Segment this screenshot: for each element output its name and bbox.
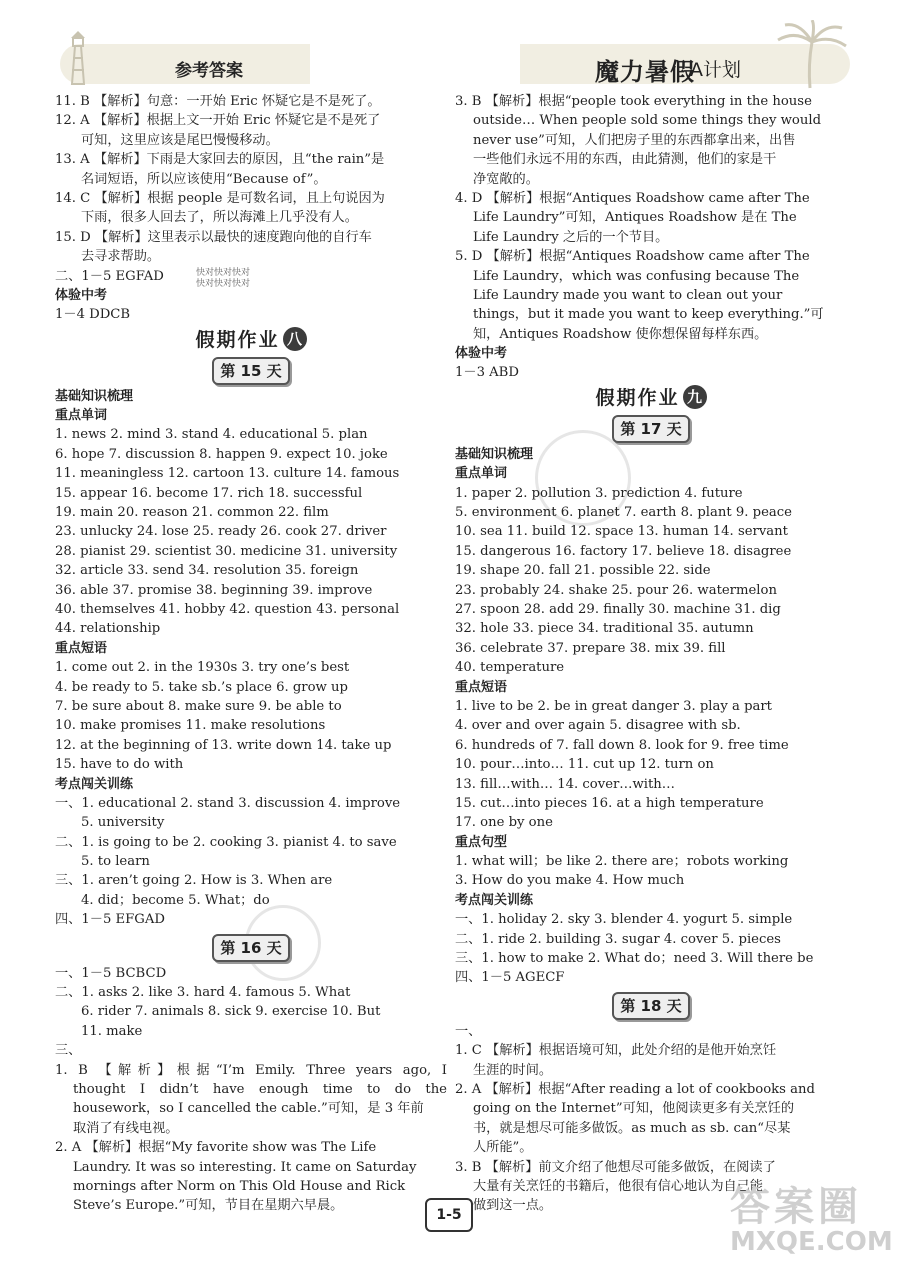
answer-line: 17. one by one: [455, 815, 553, 831]
answer-line: 4. over and over again 5. disagree with sb.: [455, 718, 741, 734]
answer-line: 23. unlucky 24. lose 25. ready 26. cook 27. driver: [55, 524, 387, 540]
answer-line: 三、1. how to make 2. What do；need 3. Will there be: [455, 951, 814, 967]
section-heading: 重点句型: [455, 834, 508, 850]
homework-number-badge: 九: [683, 385, 707, 409]
answer-line: 10. sea 11. build 12. space 13. human 14. servant: [455, 524, 788, 540]
section-heading: 考点闯关训练: [455, 892, 534, 908]
answer-line: 一、: [455, 1023, 482, 1039]
answer-line: 32. article 33. send 34. resolution 35. foreign: [55, 563, 359, 579]
answer-line: 3. How do you make 4. How much: [455, 873, 685, 889]
section-heading: 体验中考: [55, 287, 108, 303]
answer-line: 四、1－5 EFGAD: [55, 912, 165, 928]
answer-line: 15. have to do with: [55, 757, 184, 773]
answer-line: 7. be sure about 8. make sure 9. be able to: [55, 698, 342, 714]
answer-line: 2. A 【解析】根据“After reading a lot of cookbooks and: [455, 1081, 815, 1097]
header-label: 参考答案: [175, 61, 243, 81]
watermark: [730, 1175, 900, 1264]
answer-line: 19. shape 20. fall 21. possible 22. side: [455, 563, 711, 579]
answer-line: 5. university: [81, 815, 165, 831]
answer-line: 10. make promises 11. make resolutions: [55, 718, 326, 734]
day-label: 第 15 天: [212, 357, 290, 385]
answer-line: 1. news 2. mind 3. stand 4. educational 5. plan: [55, 427, 368, 443]
answer-line: 三、1. aren’t going 2. How is 3. When are: [55, 873, 333, 889]
answer-line: 32. hole 33. piece 34. traditional 35. autumn: [455, 621, 754, 637]
answer-line: never use”可知，人们把房子里的东西都拿出来，出售: [473, 132, 796, 148]
answer-line: 14. C 【解析】根据 people 是可数名词，且上句说因为: [55, 190, 385, 206]
answer-line: 大量有关烹饪的书籍后，他很有信心地认为自己能: [473, 1178, 764, 1194]
answer-line: 40. temperature: [455, 660, 565, 676]
answer-line: 1－3 ABD: [455, 365, 519, 381]
section-heading: 考点闯关训练: [55, 776, 134, 792]
watermark-logo: 答案圈: [730, 1184, 862, 1230]
page-header: [0, 0, 900, 92]
answer-line: 3. B 【解析】前文介绍了他想尽可能多做饭，在阅读了: [455, 1159, 776, 1175]
section-heading: 重点短语: [455, 679, 508, 695]
answer-line: 一、1－5 BCBCD: [55, 965, 167, 981]
answer-line: 生涯的时间。: [473, 1062, 553, 1078]
section-heading: 基础知识梳理: [55, 388, 134, 404]
answer-line: 一、1. educational 2. stand 3. discussion 4. improve: [55, 795, 401, 811]
answer-line: 可知，这里应该是尾巴慢慢移动。: [81, 132, 279, 148]
answer-line: 1. what will；be like 2. there are；robots working: [455, 854, 789, 870]
answer-line: 12. at the beginning of 13. write down 14. take up: [55, 737, 392, 753]
answer-line: 做到这一点。: [473, 1198, 553, 1214]
answer-line: things，but it made you want to keep everything.”可: [473, 307, 824, 323]
answer-line: 28. pianist 29. scientist 30. medicine 31. university: [55, 543, 398, 559]
answer-line: 1. B 【解析】根据“I’m Emily. Three years ago, I: [55, 1062, 447, 1078]
answer-line: housework，so I cancelled the cable.”可知，是 3 年前: [73, 1101, 424, 1117]
homework-number-badge: 八: [283, 327, 307, 351]
answer-line: going on the Internet”可知，他阅读更多有关烹饪的: [473, 1101, 795, 1117]
answer-line: 19. main 20. reason 21. common 22. film: [55, 505, 329, 521]
answer-line: Life Laundry made you want to clean out your: [473, 287, 783, 303]
homework-title-text: 假期作业: [595, 387, 680, 410]
answer-line: Life Laundry，which was confusing because The: [473, 268, 800, 284]
answer-line: Life Laundry”可知，Antiques Roadshow 是在 The: [473, 210, 797, 226]
answer-line: Life Laundry 之后的一个节目。: [473, 229, 669, 245]
answer-line: 5. environment 6. planet 7. earth 8. plant 9. peace: [455, 505, 792, 521]
answer-line: 4. did；become 5. What；do: [81, 892, 270, 908]
answer-line: 11. B 【解析】句意：一开始 Eric 怀疑它是不是死了。: [55, 94, 381, 109]
answer-line: Laundry. It was so interesting. It came on Saturday: [73, 1159, 417, 1175]
answer-line: 13. A 【解析】下雨是大家回去的原因，且“the rain”是: [55, 152, 385, 168]
answer-line: mornings after Norm on This Old House and Rick: [73, 1178, 406, 1194]
section-heading: 体验中考: [455, 346, 508, 362]
answer-line: 15. dangerous 16. factory 17. believe 18. disagree: [455, 543, 792, 559]
section-heading: 重点单词: [55, 408, 108, 424]
section-heading: 基础知识梳理: [455, 446, 534, 462]
section-heading: 重点短语: [55, 640, 108, 656]
answer-line: 6. rider 7. animals 8. sick 9. exercise 10. But: [81, 1004, 381, 1020]
answer-line: thought I didn’t have enough time to do the: [73, 1081, 447, 1097]
answer-line: 知，Antiques Roadshow 使你想保留每样东西。: [473, 326, 768, 342]
answer-line: 3. B 【解析】根据“people took everything in the house: [455, 94, 812, 109]
answer-line: 4. be ready to 5. take sb.’s place 6. grow up: [55, 679, 348, 695]
answer-line: 13. fill…with… 14. cover…with…: [455, 776, 675, 792]
answer-line: 12. A 【解析】根据上文一开始 Eric 怀疑它是不是死了: [55, 113, 381, 129]
answer-line: 二、1. asks 2. like 3. hard 4. famous 5. What: [55, 985, 351, 1001]
answer-line: 1－4 DDCB: [55, 307, 131, 323]
answer-line: 4. D 【解析】根据“Antiques Roadshow came after The: [455, 190, 810, 206]
answer-line: 11. meaningless 12. cartoon 13. culture 14. famous: [55, 466, 400, 482]
right-column: [455, 92, 847, 1216]
answer-line: 27. spoon 28. add 29. finally 30. machine 31. dig: [455, 601, 781, 617]
answer-line: 6. hope 7. discussion 8. happen 9. expect 10. joke: [55, 446, 388, 462]
answer-line: 三、: [55, 1043, 82, 1059]
answer-line: 6. hundreds of 7. fall down 8. look for 9. free time: [455, 737, 789, 753]
answer-line: 1. come out 2. in the 1930s 3. try one’s best: [55, 660, 350, 676]
answer-line: 2. A 【解析】根据“My favorite show was The Life: [55, 1140, 377, 1156]
answer-line: 名词短语，所以应该使用“Because of”。: [81, 171, 327, 187]
answer-line: 1. live to be 2. be in great danger 3. play a part: [455, 698, 772, 714]
palm-tree-icon: [770, 20, 850, 90]
answer-line: 书，就是想尽可能多做饭。as much as sb. can“尽某: [473, 1120, 791, 1136]
answer-line: 36. able 37. promise 38. beginning 39. improve: [55, 582, 373, 598]
answer-line: 净宽敞的。: [473, 171, 539, 187]
lighthouse-icon: [58, 28, 98, 88]
answer-line: 15. D 【解析】这里表示以最快的速度跑向他的自行车: [55, 229, 372, 245]
answer-line: 44. relationship: [55, 621, 161, 637]
answer-line: 一些他们永远不用的东西，由此猜测，他们的家是干: [473, 152, 777, 168]
homework-title: [455, 383, 847, 411]
left-column: [55, 92, 447, 1216]
answer-line: 10. pour…into… 11. cut up 12. turn on: [455, 757, 714, 773]
answer-line: 取消了有线电视。: [73, 1120, 179, 1136]
homework-title: [55, 325, 447, 353]
answer-line: 下雨，很多人回去了，所以海滩上几乎没有人。: [81, 210, 358, 226]
section-heading: 重点单词: [455, 466, 508, 482]
answer-line: 二、1－5 EGFAD: [55, 268, 164, 284]
answer-line: Steve’s Europe.”可知，节目在星期六早晨。: [73, 1198, 344, 1214]
answer-line: 人所能”。: [473, 1140, 533, 1156]
answer-line: 二、1. is going to be 2. cooking 3. pianist 4. to save: [55, 834, 397, 850]
answer-line: 一、1. holiday 2. sky 3. blender 4. yogurt 5. simple: [455, 912, 793, 928]
handwritten-note: 快对快对快对: [196, 268, 251, 278]
answer-line: outside… When people sold some things they would: [473, 113, 822, 129]
answer-line: 11. make: [81, 1023, 143, 1039]
day-label: 第 17 天: [612, 415, 690, 443]
answer-line: 15. cut…into pieces 16. at a high temperature: [455, 795, 764, 811]
answer-line: 1. C 【解析】根据语境可知，此处介绍的是他开始烹饪: [455, 1043, 777, 1059]
page-number: 1-5: [425, 1198, 473, 1232]
answer-line: 5. to learn: [81, 854, 150, 870]
brand-subtitle: A计划: [690, 59, 741, 81]
answer-line: 40. themselves 41. hobby 42. question 43. personal: [55, 601, 400, 617]
answer-line: 15. appear 16. become 17. rich 18. successful: [55, 485, 363, 501]
answer-line: 二、1. ride 2. building 3. sugar 4. cover 5. pieces: [455, 931, 781, 947]
day-label: 第 18 天: [612, 992, 690, 1020]
answer-line: 四、1－5 AGECF: [455, 970, 565, 986]
answer-line: 23. probably 24. shake 25. pour 26. watermelon: [455, 582, 777, 598]
handwritten-note: 快对快对快对: [196, 279, 251, 289]
answer-line: 1. paper 2. pollution 3. prediction 4. future: [455, 485, 743, 501]
answer-line: 5. D 【解析】根据“Antiques Roadshow came after The: [455, 249, 810, 265]
watermark-url: MXQE.COM: [730, 1227, 893, 1257]
answer-line: 去寻求帮助。: [81, 249, 161, 265]
homework-title-text: 假期作业: [195, 329, 280, 352]
answer-line: 36. celebrate 37. prepare 38. mix 39. fill: [455, 640, 726, 656]
day-label: 第 16 天: [212, 934, 290, 962]
brand-title: 魔力暑假: [595, 58, 695, 86]
